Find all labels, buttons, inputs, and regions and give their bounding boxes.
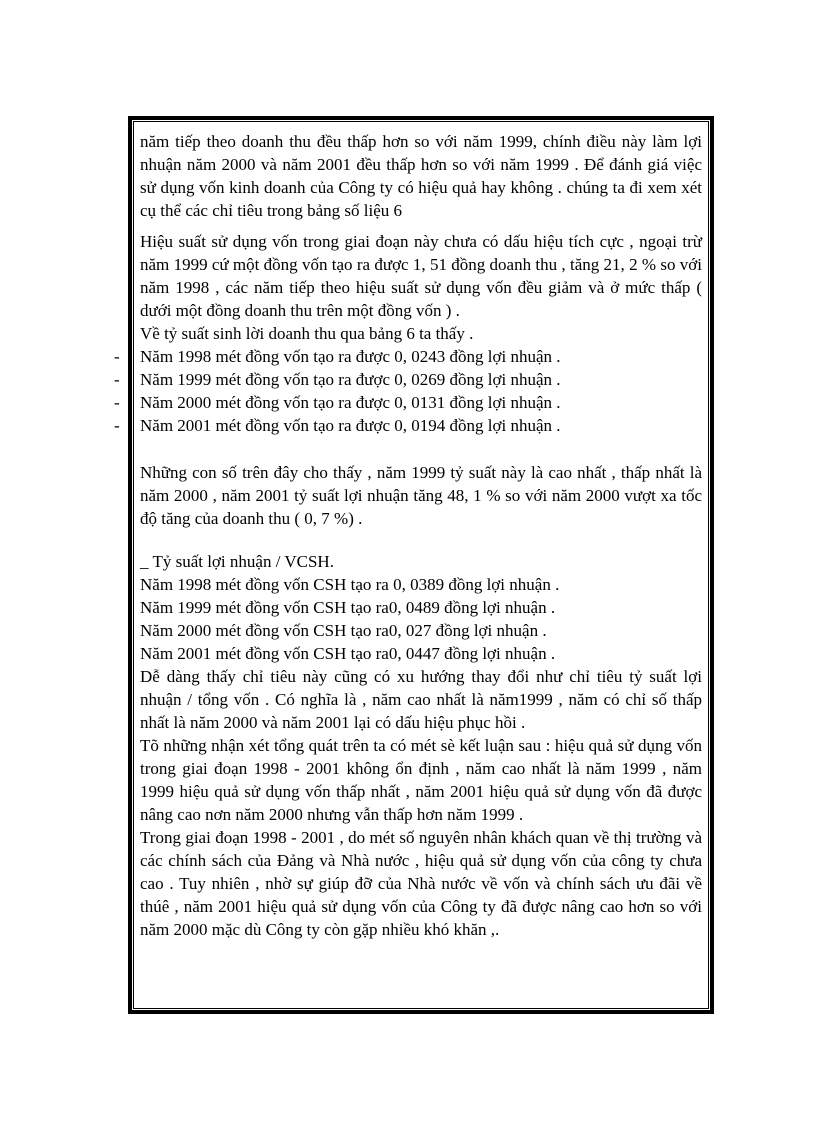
- vcsh-line: Năm 1999 mét đồng vốn CSH tạo ra0, 0489 đồng lợi nhuận .: [140, 598, 556, 617]
- paragraph-conclusion: Tõ những nhận xét tổng quát trên ta có mét sè kết luận sau : hiệu quả sử dụng vốn trong giai đoạn 1998 - 2001 không ổn định , năm cao nhất là năm 1999 , năm 1999 hiệu quả sử dụng vốn thấp nhất , năm 2001 hiệu quả sử dụng vốn đã được nâng cao nơn năm 2000 nhưng vẫn thấp hơn năm 1999 .: [140, 736, 702, 824]
- list-item-text: Năm 2000 mét đồng vốn tạo ra được 0, 0131 đồng lợi nhuận .: [140, 393, 561, 412]
- section-heading-vcsh: _ Tỷ suất lợi nhuận / VCSH.: [140, 552, 334, 571]
- list-item: [114, 391, 702, 414]
- vcsh-line: Năm 2000 mét đồng vốn CSH tạo ra0, 027 đồng lợi nhuận .: [140, 621, 547, 640]
- paragraph-causes: Trong giai đoạn 1998 - 2001 , do mét số nguyên nhân khách quan về thị trường và các chính sách của Đảng và Nhà nước , hiệu quả sử dụng vốn của công ty chưa cao . Tuy nhiên , nhờ sự giúp đỡ của Nhà nước về vốn và chính sách ưu đãi về thúê , năm 2001 hiệu quả sử dụng vốn của Công ty đã được nâng cao hơn so với năm 2000 mặc dù Công ty còn gặp nhiều khó khăn ,.: [140, 828, 702, 939]
- list-item-text: Năm 2001 mét đồng vốn tạo ra được 0, 0194 đồng lợi nhuận .: [140, 416, 561, 435]
- list-item: [114, 345, 702, 368]
- document-body: [114, 130, 702, 941]
- paragraph-revenue-profitability-summary: Những con số trên đây cho thấy , năm 1999 tỷ suất này là cao nhất , thấp nhất là năm 2000 , năm 2001 tỷ suất lợi nhuận tăng 48, 1 % so với năm 2000 vượt xa tốc độ tăng của doanh thu ( 0, 7 %) .: [140, 463, 702, 528]
- bullet-dash: -: [114, 347, 120, 366]
- paragraph-intro: năm tiếp theo doanh thu đều thấp hơn so với năm 1999, chính điều này làm lợi nhuận năm 2000 và năm 2001 đều thấp hơn so với năm 1999 . Để đánh giá việc sử dụng vốn kinh doanh của Công ty có hiệu quả hay không . chúng ta đi xem xét cụ thể các chỉ tiêu trong bảng số liệu 6: [140, 132, 702, 220]
- list-item: [114, 368, 702, 391]
- bullet-dash: -: [114, 393, 120, 412]
- vcsh-line: Năm 1998 mét đồng vốn CSH tạo ra 0, 0389 đồng lợi nhuận .: [140, 575, 560, 594]
- vcsh-line: Năm 2001 mét đồng vốn CSH tạo ra0, 0447 đồng lợi nhuận .: [140, 644, 556, 663]
- list-item-text: Năm 1999 mét đồng vốn tạo ra được 0, 0269 đồng lợi nhuận .: [140, 370, 561, 389]
- bullet-dash: -: [114, 416, 120, 435]
- list-item: [114, 414, 702, 437]
- paragraph-revenue-profitability-intro: Về tỷ suất sinh lời doanh thu qua bảng 6 ta thấy .: [140, 324, 474, 343]
- paragraph-vcsh-trend: Dễ dàng thấy chỉ tiêu này cũng có xu hướng thay đổi như chỉ tiêu tỷ suất lợi nhuận / tổng vốn . Có nghĩa là , năm cao nhất là năm1999 , năm có chỉ số thấp nhất là năm 2000 và năm 2001 lại có dấu hiệu phục hồi .: [140, 667, 702, 732]
- list-item-text: Năm 1998 mét đồng vốn tạo ra được 0, 0243 đồng lợi nhuận .: [140, 347, 561, 366]
- bullet-dash: -: [114, 370, 120, 389]
- paragraph-capital-efficiency: Hiệu suất sử dụng vốn trong giai đoạn này chưa có dấu hiệu tích cực , ngoại trừ năm 1999 cứ một đồng vốn tạo ra được 1, 51 đồng doanh thu , tăng 21, 2 % so với năm 1998 , các năm tiếp theo hiệu suất sử dụng vốn đều giảm và ở mức thấp ( dưới một đồng doanh thu trên một đồng vốn ) .: [140, 232, 702, 320]
